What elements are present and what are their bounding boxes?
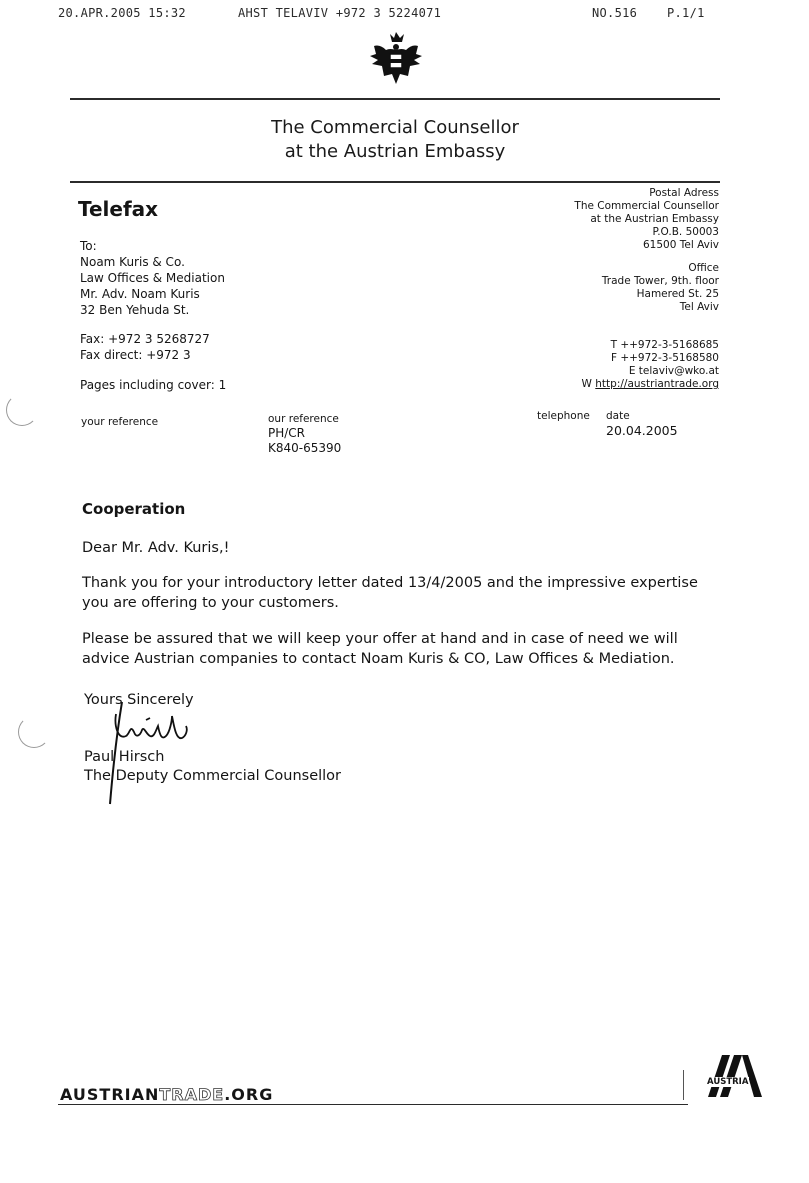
fax-page: P.1/1	[667, 6, 705, 20]
date-value: 20.04.2005	[606, 423, 678, 438]
paragraph-line: Please be assured that we will keep your offer at hand and in case of need we will	[82, 631, 678, 647]
recipient-fax-block	[80, 331, 210, 363]
signer-title: The Deputy Commercial Counsellor	[84, 768, 342, 784]
postal-heading: Postal Adress	[649, 187, 719, 199]
letterhead-line1: The Commercial Counsellor	[271, 117, 519, 138]
signer-name: Paul Hirsch	[84, 749, 165, 765]
recipient-fax: Fax: +972 3 5268727	[80, 332, 210, 346]
austrian-eagle-icon	[366, 28, 426, 90]
date-label: date	[606, 410, 630, 422]
recipient-block	[80, 238, 225, 318]
footer-brand-part3: .ORG	[224, 1085, 274, 1104]
recipient-line: 32 Ben Yehuda St.	[80, 303, 190, 317]
austria-logo-text: AUSTRIA	[707, 1077, 749, 1087]
letterhead-top-rule	[70, 98, 720, 100]
recipient-line: Mr. Adv. Noam Kuris	[80, 287, 200, 301]
office-line: Trade Tower, 9th. floor	[601, 275, 719, 287]
letter-closing: Yours Sincerely	[84, 692, 194, 708]
contact-email: E telaviv@wko.at	[628, 365, 719, 377]
postal-line: P.O.B. 50003	[652, 226, 719, 238]
letter-salutation: Dear Mr. Adv. Kuris,!	[82, 540, 230, 556]
our-reference-label: our reference	[268, 413, 339, 425]
fax-datetime: 20.APR.2005 15:32	[58, 6, 186, 20]
letterhead-bottom-rule	[70, 181, 720, 183]
punch-hole-mark	[18, 716, 50, 748]
telephone-label: telephone	[537, 410, 590, 422]
recipient-label: To:	[80, 239, 97, 253]
paragraph-line: you are offering to your customers.	[82, 595, 339, 611]
postal-line: 61500 Tel Aviv	[643, 239, 719, 251]
fax-sender: AHST TELAVIV +972 3 5224071	[238, 6, 442, 20]
office-heading: Office	[688, 262, 719, 274]
austria-logo-icon	[704, 1053, 766, 1099]
footer-divider	[683, 1070, 684, 1100]
fax-number: NO.516	[592, 6, 638, 20]
recipient-line: Law Offices & Mediation	[80, 271, 225, 285]
contact-web-row	[582, 378, 719, 391]
your-reference-label: your reference	[81, 416, 159, 428]
footer-brand-part1: AUSTRIAN	[60, 1085, 160, 1104]
letter-subject: Cooperation	[82, 500, 186, 518]
postal-line: at the Austrian Embassy	[590, 213, 719, 225]
contact-phone: T ++972-3-5168685	[610, 339, 719, 351]
footer-brand-part2: TRADE	[159, 1085, 225, 1104]
recipient-line: Noam Kuris & Co.	[80, 255, 185, 269]
contact-web-prefix: W	[581, 378, 592, 390]
footer-brand	[60, 1085, 273, 1104]
contact-fax: F ++972-3-5168580	[610, 352, 719, 364]
letter-paragraph-2	[82, 629, 678, 669]
letterhead-line2: at the Austrian Embassy	[284, 141, 506, 162]
contact-block	[582, 339, 719, 391]
recipient-fax-direct: Fax direct: +972 3	[80, 348, 191, 362]
paragraph-line: Thank you for your introductory letter dated 13/4/2005 and the impressive expertise	[82, 575, 698, 591]
our-reference-value: PH/CR	[268, 426, 306, 440]
contact-web-link[interactable]: http://austriantrade.org	[595, 378, 719, 390]
letterhead	[240, 116, 550, 164]
paragraph-line: advice Austrian companies to contact Noam Kuris & CO, Law Offices & Mediation.	[82, 651, 675, 667]
our-reference-value: K840-65390	[268, 441, 342, 455]
punch-hole-mark	[6, 394, 38, 426]
office-line: Tel Aviv	[679, 301, 719, 313]
pages-count: Pages including cover: 1	[80, 378, 227, 392]
our-reference-block	[268, 413, 341, 456]
office-address	[602, 262, 719, 314]
footer-rule	[58, 1104, 688, 1105]
date-block	[606, 410, 678, 438]
office-line: Hamered St. 25	[636, 288, 719, 300]
postal-line: The Commercial Counsellor	[574, 200, 719, 212]
letter-paragraph-1	[82, 573, 698, 613]
doc-type-title: Telefax	[78, 197, 159, 221]
signer-block	[84, 748, 341, 786]
postal-address	[574, 187, 719, 252]
